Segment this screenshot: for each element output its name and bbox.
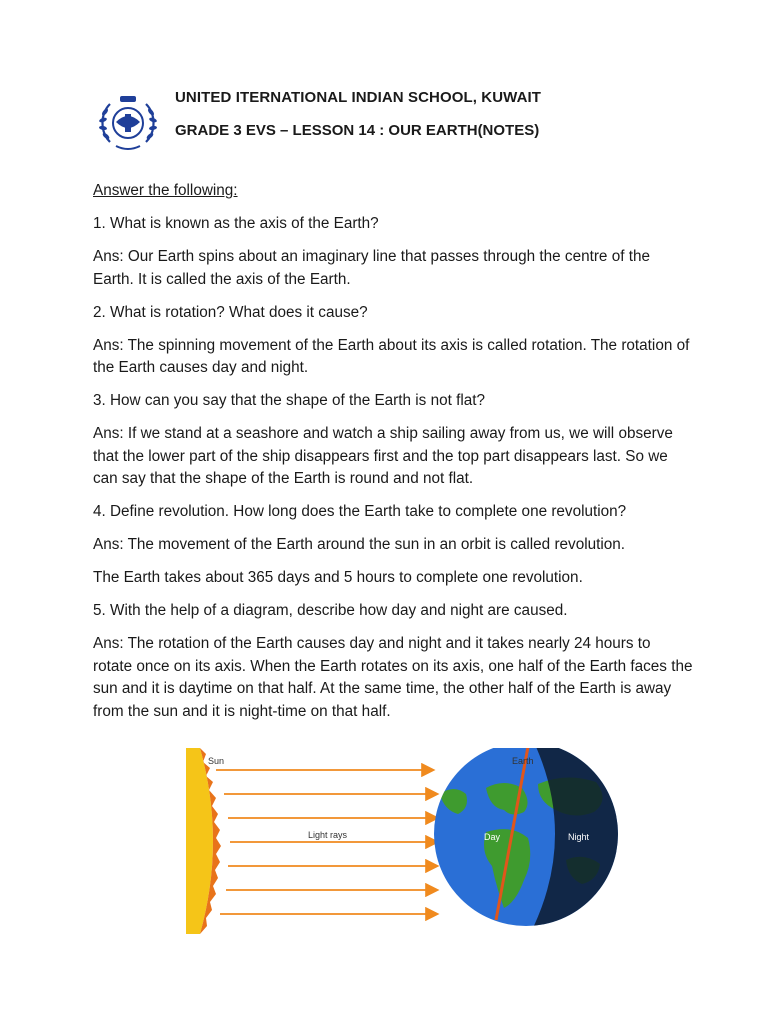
question-4: 4. Define revolution. How long does the Earth take to complete one revolution?	[93, 503, 627, 520]
answer-4-continued: The Earth takes about 365 days and 5 hours to complete one revolution.	[93, 569, 583, 586]
school-crest-icon	[96, 92, 160, 156]
sun-icon	[186, 748, 221, 934]
school-name: UNITED ITERNATIONAL INDIAN SCHOOL, KUWAIT	[175, 89, 542, 106]
answer-5: Ans: The rotation of the Earth causes day and night and it takes nearly 24 hours to rotate once on its axis. When the Earth rotates on its axis, one half of the Earth faces the sun and it is daytime on that half. At the same time, the other half of the Earth is away from the sun and it is night-time on that half.	[93, 635, 693, 720]
light-rays-label: Light rays	[308, 830, 348, 840]
question-5: 5. With the help of a diagram, describe how day and night are caused.	[93, 602, 568, 619]
lesson-title: GRADE 3 EVS – LESSON 14 : OUR EARTH(NOTES)	[175, 122, 540, 139]
section-heading: Answer the following:	[93, 182, 238, 199]
light-rays	[216, 770, 436, 914]
earth-label: Earth	[512, 756, 534, 766]
answer-2: Ans: The spinning movement of the Earth about its axis is called rotation. The rotation of the Earth causes day and night.	[93, 336, 690, 376]
answer-3: Ans: If we stand at a seashore and watch a ship sailing away from us, we will observe that the lower part of the ship disappears first and the top part disappears last. So we can say that the shape of the Earth is round and not flat.	[93, 425, 673, 487]
answer-4: Ans: The movement of the Earth around the sun in an orbit is called revolution.	[93, 536, 626, 553]
day-night-diagram	[186, 748, 618, 934]
day-label: Day	[484, 832, 501, 842]
earth-globe	[434, 748, 618, 930]
question-1: 1. What is known as the axis of the Earth?	[93, 215, 379, 232]
question-3: 3. How can you say that the shape of the Earth is not flat?	[93, 392, 486, 409]
question-2: 2. What is rotation? What does it cause?	[93, 303, 368, 321]
sun-label: Sun	[208, 756, 225, 766]
notes-content	[93, 180, 693, 734]
night-label: Night	[568, 832, 590, 842]
answer-1: Ans: Our Earth spins about an imaginary line that passes through the centre of the Earth. It is called the axis of the Earth.	[93, 248, 650, 288]
